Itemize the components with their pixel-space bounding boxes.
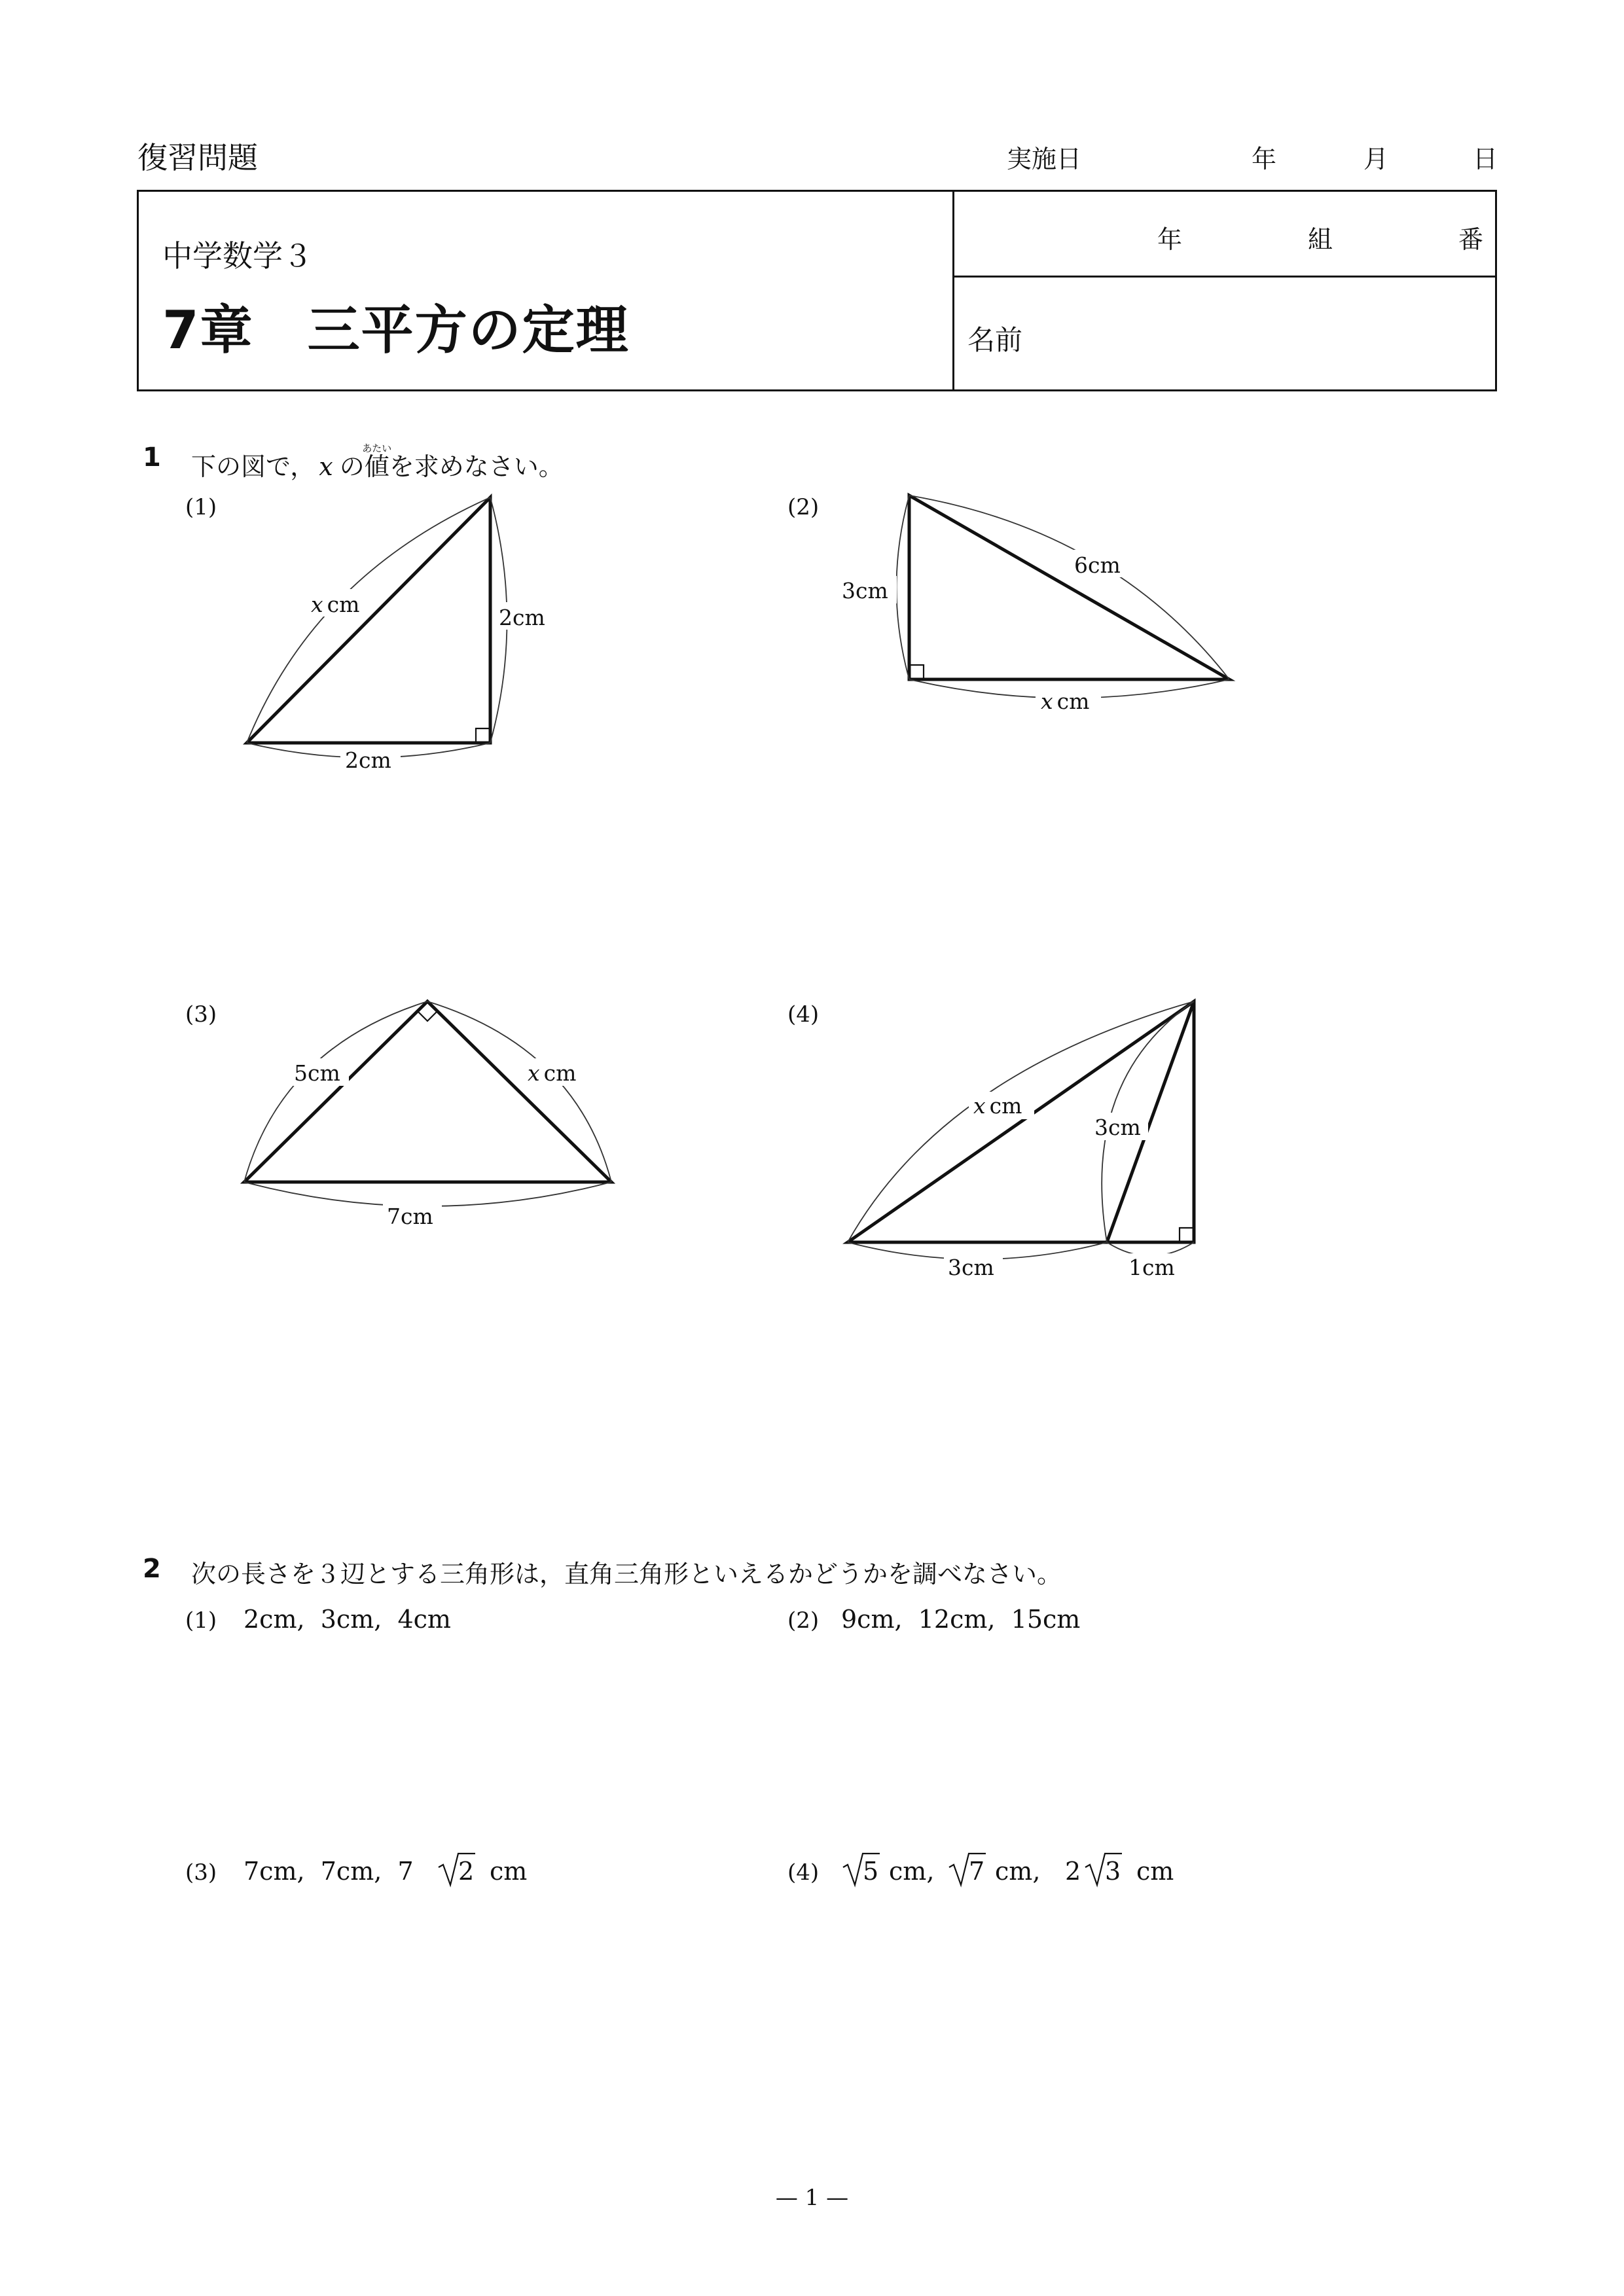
figure-2	[838, 495, 1229, 715]
figure-4	[848, 1001, 1194, 1281]
q2-item-3-text-a: 7cm, 7cm, 7	[244, 1857, 414, 1886]
fig4-inner-label: 3cm	[1094, 1115, 1141, 1140]
fig4-label: (4)	[787, 1001, 820, 1028]
q2-item-4-label: (4)	[787, 1859, 820, 1886]
name-label: 名前	[967, 324, 1023, 356]
fig2-triangle	[909, 495, 1229, 679]
question-2-number: 2	[143, 1554, 161, 1584]
chapter-title: 7章 三平方の定理	[162, 300, 630, 361]
q2-item-4-sqrt-3: 3	[1105, 1857, 1121, 1886]
q2-item-4-unit-2: cm,	[995, 1857, 1041, 1886]
fig4-base-left-label: 3cm	[948, 1255, 994, 1280]
fig1-hyp-label: x cm	[311, 592, 360, 617]
q2-item-4-coef-3: 2	[1065, 1857, 1081, 1886]
q1-text-end: を求めなさい。	[389, 452, 564, 481]
date-month-label: 月	[1363, 145, 1389, 173]
class-year-label: 年	[1157, 225, 1183, 254]
fig4-right-angle-mark	[1180, 1228, 1194, 1242]
q2-item-1-text: 2cm, 3cm, 4cm	[244, 1605, 451, 1634]
fig2-label: (2)	[787, 494, 820, 520]
fig1-right-label: 2cm	[499, 605, 545, 630]
fig4-hyp-label: x cm	[973, 1093, 1022, 1119]
q1-ruby-value: 値あたい	[362, 442, 392, 481]
fig1-right-angle-mark	[476, 728, 490, 743]
q2-item-3-label: (3)	[185, 1859, 217, 1886]
review-title: 復習問題	[137, 140, 258, 175]
subject-title: 中学数学３	[162, 238, 313, 274]
fig3-label: (3)	[185, 1001, 217, 1028]
q1-text-after: の	[339, 452, 365, 481]
fig3-right-angle-mark	[418, 1011, 437, 1021]
date-day-label: 日	[1473, 145, 1498, 173]
fig3-triangle	[244, 1001, 611, 1182]
class-number-label: 番	[1458, 225, 1484, 254]
fig4-base-right-label: 1cm	[1128, 1255, 1175, 1280]
fig1-triangle	[247, 497, 490, 743]
q2-item-2-text: 9cm, 12cm, 15cm	[841, 1605, 1081, 1634]
fig2-bottom-label: x cm	[1041, 689, 1090, 714]
fig2-left-label: 3cm	[842, 578, 888, 603]
q2-item-4-sqrt-1: 5	[863, 1857, 879, 1886]
date-year-label: 年	[1252, 145, 1277, 173]
q1-text-before: 下の図で，	[191, 452, 316, 481]
question-2-text: 次の長さを３辺とする三角形は，直角三角形といえるかどうかを調べなさい。	[191, 1560, 1062, 1588]
date-label: 実施日	[1007, 145, 1082, 173]
page-number: — 1 —	[775, 2185, 849, 2211]
q2-item-4-unit-1: cm,	[889, 1857, 935, 1886]
figure-1	[247, 497, 554, 774]
fig1-label: (1)	[185, 494, 217, 520]
fig3-base-label: 7cm	[387, 1204, 433, 1229]
q2-item-3-unit: cm	[490, 1857, 528, 1886]
fig2-hyp-label: 6cm	[1074, 552, 1121, 578]
class-group-label: 組	[1308, 225, 1333, 254]
fig1-bottom-label: 2cm	[345, 747, 391, 773]
fig3-left-label: 5cm	[294, 1060, 340, 1086]
q2-item-2-label: (2)	[787, 1607, 820, 1634]
figure-3	[244, 1001, 611, 1230]
q1-var-x: x	[319, 452, 333, 481]
fig3-base-arc	[244, 1182, 611, 1206]
fig2-left-arc	[897, 495, 910, 679]
q2-item-1-label: (1)	[185, 1607, 217, 1634]
fig3-right-label: x cm	[528, 1060, 577, 1086]
q2-item-4-unit-3: cm	[1136, 1857, 1174, 1886]
question-1-number: 1	[143, 442, 161, 473]
q2-item-4-sqrt-2: 7	[969, 1857, 985, 1886]
q2-item-3-sqrt: 2	[458, 1857, 475, 1886]
fig2-right-angle-mark	[909, 665, 924, 679]
